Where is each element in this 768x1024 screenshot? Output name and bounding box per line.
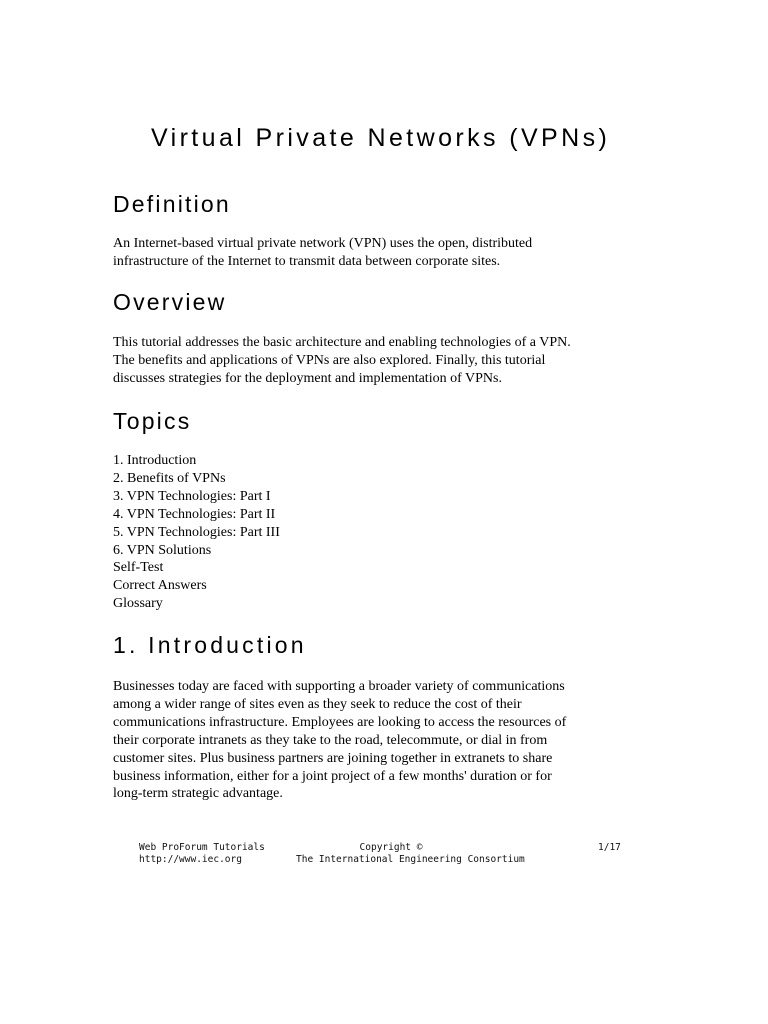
introduction-line: among a wider range of sites even as they seek to reduce the cost of their: [113, 696, 522, 712]
footer-copyright-label: Copyright ©: [359, 842, 423, 853]
heading-definition: Definition: [113, 191, 231, 217]
introduction-line: customer sites. Plus business partners are joining together in extranets to share: [113, 750, 553, 766]
document-title: Virtual Private Networks (VPNs): [151, 124, 611, 152]
overview-line: discusses strategies for the deployment and implementation of VPNs.: [113, 370, 502, 386]
topic-item: 5. VPN Technologies: Part III: [113, 524, 280, 540]
definition-line: An Internet-based virtual private network (VPN) uses the open, distributed: [113, 236, 533, 251]
introduction-line: business information, either for a joint project of a few months' duration or for: [113, 768, 552, 784]
definition-line: infrastructure of the Internet to transmit data between corporate sites.: [113, 253, 501, 269]
introduction-line: long-term strategic advantage.: [113, 786, 283, 802]
topic-item: Self-Test: [113, 560, 164, 576]
footer-url: http://www.iec.org: [139, 854, 242, 865]
topic-item: 6. VPN Solutions: [113, 542, 212, 558]
introduction-line: communications infrastructure. Employees are looking to access the resources of: [113, 714, 567, 730]
topic-item: Glossary: [113, 596, 163, 612]
introduction-line: Businesses today are faced with supporting a broader variety of communications: [113, 679, 565, 694]
introduction-paragraph: [113, 678, 613, 803]
topic-item: 3. VPN Technologies: Part I: [113, 488, 271, 504]
topic-item: Correct Answers: [113, 578, 207, 594]
heading-overview: Overview: [113, 289, 227, 315]
topics-list: [113, 452, 280, 613]
footer-source: [139, 842, 265, 866]
introduction-line: their corporate intranets as they take to the road, telecommute, or dial in from: [113, 732, 548, 748]
footer-organization: The International Engineering Consortium: [296, 854, 525, 865]
footer-publisher: Web ProForum Tutorials: [139, 842, 265, 853]
footer-copyright: [296, 842, 525, 866]
heading-topics: Topics: [113, 408, 192, 434]
definition-paragraph: [113, 235, 613, 271]
topic-item: 2. Benefits of VPNs: [113, 470, 226, 486]
overview-line: The benefits and applications of VPNs are also explored. Finally, this tutorial: [113, 352, 546, 368]
heading-introduction: 1. Introduction: [113, 632, 307, 658]
overview-paragraph: [113, 334, 613, 388]
topic-item: 1. Introduction: [113, 453, 197, 468]
overview-line: This tutorial addresses the basic architecture and enabling technologies of a VPN.: [113, 335, 571, 350]
page-number: 1/17: [598, 842, 621, 853]
topic-item: 4. VPN Technologies: Part II: [113, 506, 276, 522]
